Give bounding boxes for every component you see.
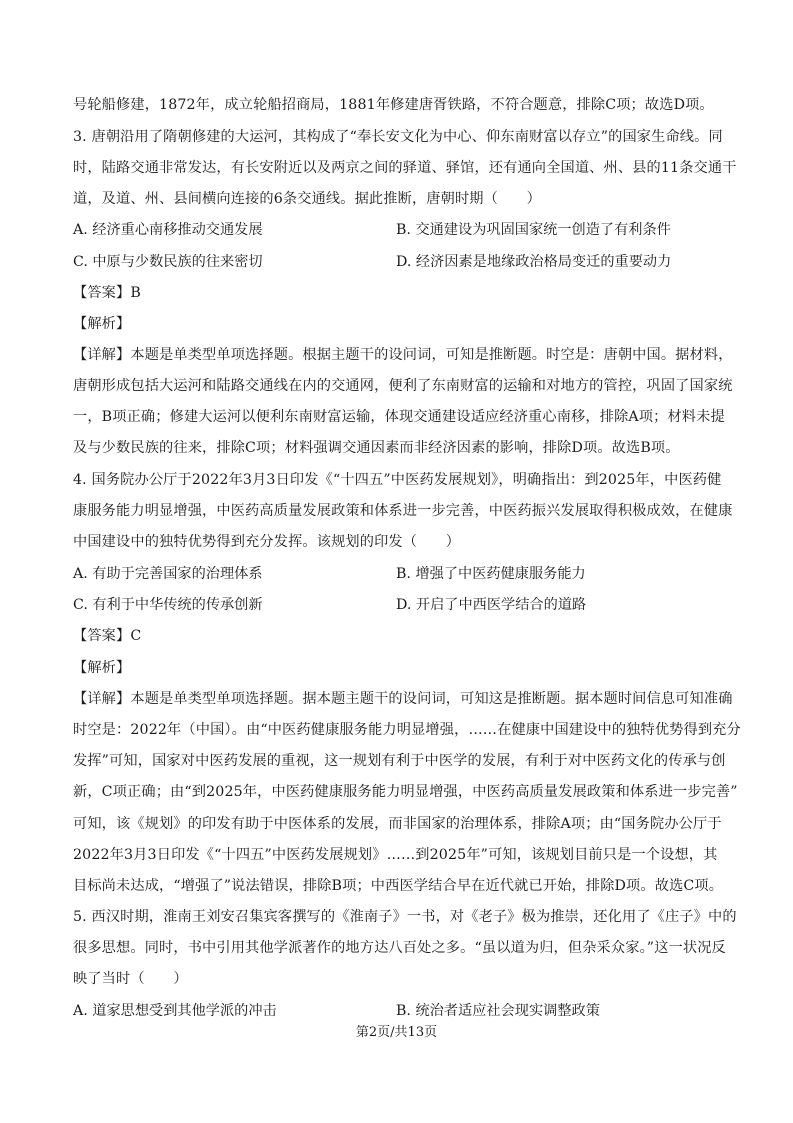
- option-b: B. 交通建设为巩固国家统一创造了有利条件: [396, 222, 671, 238]
- explanation-line: 【详解】本题是单类型单项选择题。据本题主题干的设问词，可知这是推断题。据本题时间信息可知准确: [73, 691, 733, 707]
- option-a: A. 道家思想受到其他学派的冲击: [73, 1003, 277, 1019]
- option-d: D. 经济因素是地缘政治格局变迁的重要动力: [396, 254, 672, 270]
- option-d: D. 开启了中西医学结合的道路: [396, 597, 587, 613]
- option-a: A. 经济重心南移推动交通发展: [73, 222, 263, 238]
- option-c: C. 有利于中华传统的传承创新: [73, 597, 263, 613]
- explanation-line: 可知，该《规划》的印发有助于中医体系的发展，而非国家的治理体系，排除A项；由“国务院办公厅于: [73, 816, 722, 832]
- option-b: B. 增强了中医药健康服务能力: [396, 566, 586, 582]
- explanation-line: 及与少数民族的往来，排除C项；材料强调交通因素而非经济因素的影响，排除D项。故选B项。: [73, 440, 680, 456]
- text-line: 映了当时（ ）: [73, 971, 188, 987]
- explanation-line: 发挥”可知，国家对中医药发展的重视，这一规划有利于中医学的发展，有利于对中医药文化的传承与创: [73, 753, 726, 769]
- question-3-stem: 3. 唐朝沿用了隋朝修建的大运河，其构成了“奉长安文化为中心、仰东南财富以存立”的国家生命线。同: [73, 129, 723, 145]
- analysis-label: 【解析】: [73, 316, 131, 332]
- text-line: 号轮船修建，1872年，成立轮船招商局，1881年修建唐胥铁路，不符合题意，排除C项；故选D项。: [73, 97, 714, 113]
- answer-label: 【答案】B: [73, 285, 141, 301]
- option-c: C. 中原与少数民族的往来密切: [73, 254, 263, 270]
- option-b: B. 统治者适应社会现实调整政策: [396, 1003, 600, 1019]
- page-number-footer: 第2页/共13页: [355, 1025, 438, 1040]
- answer-label: 【答案】C: [73, 628, 142, 644]
- question-5-stem: 5. 西汉时期，淮南王刘安召集宾客撰写的《淮南子》一书，对《老子》极为推崇，还化用了《庄子》中的: [73, 909, 737, 925]
- analysis-label: 【解析】: [73, 660, 131, 676]
- text-line: 道，及道、州、县间横向连接的6条交通线。据此推断，唐朝时期（ ）: [73, 191, 541, 207]
- explanation-line: 新，C项正确；由“到2025年，中医药健康服务能力明显增强，中医药高质量发展政策和体系进一步完善”: [73, 784, 738, 800]
- explanation-line: 【详解】本题是单类型单项选择题。根据主题干的设问词，可知是推断题。时空是：唐朝中国。据材料，: [73, 347, 733, 363]
- option-a: A. 有助于完善国家的治理体系: [73, 566, 263, 582]
- explanation-line: 时空是：2022年（中国）。由“中医药健康服务能力明显增强，……在健康中国建设中的独特优势得到充分: [73, 722, 741, 738]
- explanation-line: 唐朝形成包括大运河和陆路交通线在内的交通网，便利了东南财富的运输和对地方的管控，巩固了国家统: [73, 378, 733, 394]
- question-4-stem: 4. 国务院办公厅于2022年3月3日印发《“十四五”中医药发展规划》，明确指出：到2025年，中医药健: [73, 472, 722, 488]
- explanation-line: 2022年3月3日印发《“十四五”中医药发展规划》……到2025年”可知，该规划目前只是一个设想，其: [73, 847, 718, 863]
- text-line: 康服务能力明显增强，中医药高质量发展政策和体系进一步完善，中医药振兴发展取得积极成效，在健康: [73, 503, 733, 519]
- text-line: 中国建设中的独特优势得到充分发挥。该规划的印发（ ）: [73, 534, 461, 550]
- explanation-line: 目标尚未达成，“增强了”说法错误，排除B项；中西医学结合早在近代就已开始，排除D项。故选C项。: [73, 878, 724, 894]
- text-line: 时，陆路交通非常发达，有长安附近以及两京之间的驿道、驿馆，还有通向全国道、州、县的11条交通干: [73, 160, 737, 176]
- text-line: 很多思想。同时，书中引用其他学派著作的地方达八百处之多。“虽以道为归，但杂采众家。”这一状况反: [73, 940, 726, 956]
- explanation-line: 一，B项正确；修建大运河以便利东南财富运输，体现交通建设适应经济重心南移，排除A项；材料未提: [73, 409, 725, 425]
